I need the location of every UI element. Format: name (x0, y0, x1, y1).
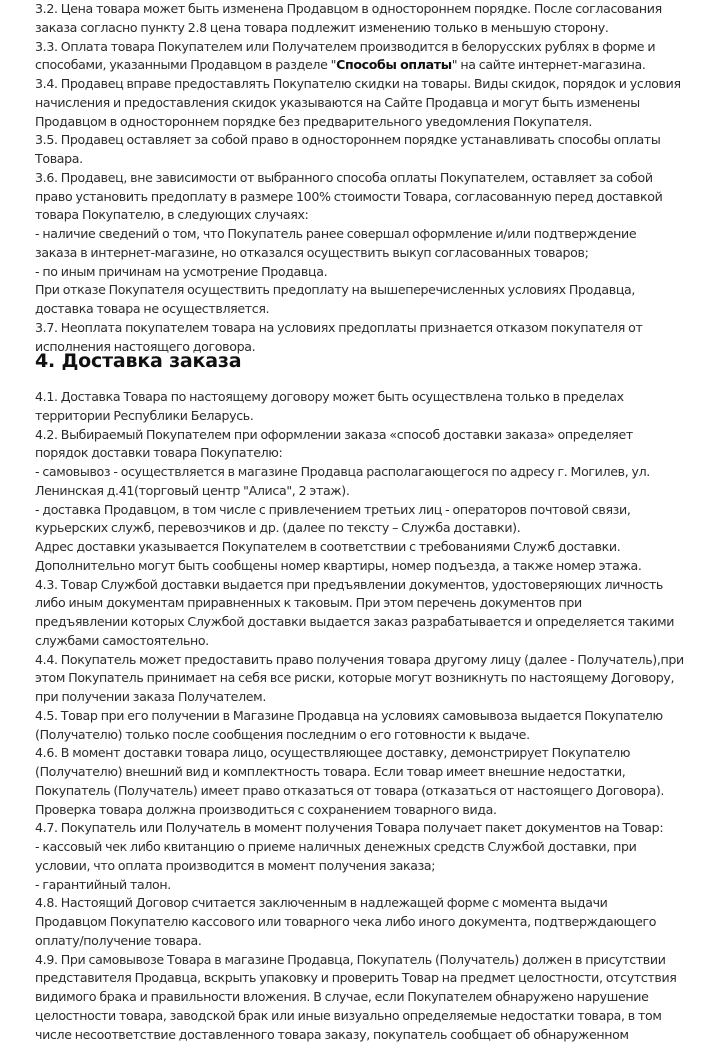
text-line-with-bold (35, 56, 681, 75)
text-line: 4.7. Покупатель или Получатель в момент получения Товара получает пакет документов на Товар: (35, 819, 684, 838)
text-line: Адрес доставки указывается Покупателем в соответствии с требованиями Служб доставки. (35, 538, 684, 557)
text-line: при получении заказа Получателем. (35, 688, 684, 707)
text-line: 3.3. Оплата товара Покупателем или Получателем производится в белорусских рублях в форме и (35, 38, 681, 57)
text-line: начисления и предоставления скидок указываются на Сайте Продавца и могут быть изменены (35, 94, 681, 113)
text-line: - самовывоз - осуществляется в магазине Продавца располагающегося по адресу г. Могилев, ул. (35, 463, 684, 482)
text-line: Проверка товара должна производиться с сохранением товарного вида. (35, 801, 684, 820)
text-line: - кассовый чек либо квитанцию о приеме наличных денежных средств Службой доставки, при (35, 838, 684, 857)
text-line: 3.4. Продавец вправе предоставлять Покупателю скидки на товары. Виды скидок, порядок и условия (35, 75, 681, 94)
section-4-delivery (35, 388, 684, 1044)
text-line: Продавцом в одностороннем порядке без предварительного уведомления Покупателя. (35, 113, 681, 132)
text-line: этом Покупатель принимает на себя все риски, которые могут возникнуть по настоящему Договору, (35, 669, 684, 688)
text-line: службами самостоятельно. (35, 632, 684, 651)
text-line: - гарантийный талон. (35, 876, 684, 895)
text-line: 4.5. Товар при его получении в Магазине Продавца на условиях самовывоза выдается Покупателю (35, 707, 684, 726)
text-line: территории Республики Беларусь. (35, 407, 684, 426)
text-line: Товара. (35, 150, 681, 169)
text-line: целостности товара, заводской брак или иные визуально определяемые недостатки товара, в том (35, 1007, 684, 1026)
text-line: - по иным причинам на усмотрение Продавца. (35, 263, 681, 282)
text-line: Ленинская д.41(торговый центр "Алиса", 2 этаж). (35, 482, 684, 501)
text-line: предъявлении которых Службой доставки выдается заказ разрабатывается и определяется такими (35, 613, 684, 632)
text-line: заказа согласно пункту 2.8 цена товара подлежит изменению только в меньшую сторону. (35, 19, 681, 38)
text-line: 4.8. Настоящий Договор считается заключенным в надлежащей форме с момента выдачи (35, 894, 684, 913)
section-heading: 4. Доставка заказа (35, 349, 241, 373)
text-line: товара Покупателю, в следующих случаях: (35, 206, 681, 225)
text-line: Дополнительно могут быть сообщены номер квартиры, номер подъезда, а также номер этажа. (35, 557, 684, 576)
text-fragment: способами, указанными Продавцом в разделе " (35, 57, 336, 72)
text-line: порядок доставки товара Покупателю: (35, 444, 684, 463)
text-line: либо иным документам приравненных к таковым. При этом перечень документов при (35, 594, 684, 613)
text-line: - наличие сведений о том, что Покупатель ранее совершал оформление и/или подтверждение (35, 225, 681, 244)
text-line: 3.5. Продавец оставляет за собой право в одностороннем порядке устанавливать способы оплаты (35, 131, 681, 150)
text-line: право установить предоплату в размере 100% стоимости Товара, согласованную перед доставкой (35, 188, 681, 207)
text-line: видимого брака и правильности вложения. В случае, если Покупателем обнаружено нарушение (35, 988, 684, 1007)
text-line: 4.9. При самовывозе Товара в магазине Продавца, Покупатель (Получатель) должен в присутствии (35, 951, 684, 970)
text-line: 4.2. Выбираемый Покупателем при оформлении заказа «способ доставки заказа» определяет (35, 426, 684, 445)
text-line: 4.4. Покупатель может предоставить право получения товара другому лицу (далее - Получатель),при (35, 651, 684, 670)
text-line: 3.6. Продавец, вне зависимости от выбранного способа оплаты Покупателем, оставляет за собой (35, 169, 681, 188)
text-line: числе несоответствие доставленного товара заказу, покупатель сообщает об обнаруженном (35, 1026, 684, 1044)
section-3-payment (35, 0, 681, 356)
text-line: 4.6. В момент доставки товара лицо, осуществляющее доставку, демонстрирует Покупателю (35, 744, 684, 763)
text-line: представителя Продавца, вскрыть упаковку и проверить Товар на предмет целостности, отсутствия (35, 969, 684, 988)
text-line: 3.7. Неоплата покупателем товара на условиях предоплаты признается отказом покупателя от (35, 319, 681, 338)
text-line: 3.2. Цена товара может быть изменена Продавцом в одностороннем порядке. После согласования (35, 0, 681, 19)
text-line: Покупатель (Получатель) имеет право отказаться от товара (отказаться от настоящего Договора). (35, 782, 684, 801)
text-line: условии, что оплата производится в момент получения заказа; (35, 857, 684, 876)
text-fragment: " на сайте интернет-магазина. (452, 57, 646, 72)
text-line: 4.1. Доставка Товара по настоящему договору может быть осуществлена только в пределах (35, 388, 684, 407)
text-line: курьерских служб, перевозчиков и др. (далее по тексту – Служба доставки). (35, 519, 684, 538)
payment-methods-reference: Способы оплаты (336, 57, 452, 72)
text-line: заказа в интернет-магазине, но отказался осуществить выкуп согласованных товаров; (35, 244, 681, 263)
text-line: оплату/получение товара. (35, 932, 684, 951)
text-line: (Получателю) внешний вид и комплектность товара. Если товар имеет внешние недостатки, (35, 763, 684, 782)
text-line: доставка товара не осуществляется. (35, 300, 681, 319)
text-line: исполнения настоящего договора. (35, 338, 681, 357)
text-line: При отказе Покупателя осуществить предоплату на вышеперечисленных условиях Продавца, (35, 281, 681, 300)
text-line: Продавцом Покупателю кассового или товарного чека либо иного документа, подтверждающего (35, 913, 684, 932)
text-line: (Получателю) только после сообщения последним о его готовности к выдаче. (35, 726, 684, 745)
text-line: - доставка Продавцом, в том числе с привлечением третьих лиц - операторов почтовой связи, (35, 501, 684, 520)
text-line: 4.3. Товар Службой доставки выдается при предъявлении документов, удостоверяющих личность (35, 576, 684, 595)
